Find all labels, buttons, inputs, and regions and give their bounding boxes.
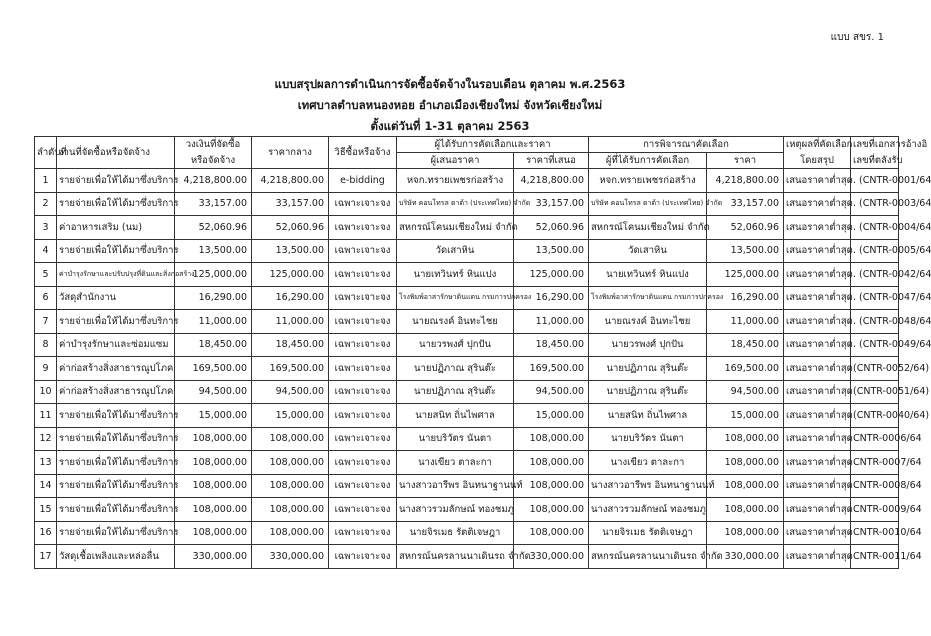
cell-bidder: นายวรพงศ์ ปุกปัน [397, 333, 514, 357]
cell-method: เฉพาะเจาะจง [329, 192, 397, 216]
cell-price: 15,000.00 [707, 404, 784, 428]
cell-seq: 16 [35, 521, 57, 545]
cell-seq: 8 [35, 333, 57, 357]
cell-median: 15,000.00 [252, 404, 329, 428]
procurement-table [34, 136, 931, 569]
cell-price: 108,000.00 [707, 521, 784, 545]
cell-bidder: นายณรงค์ อินทะไชย [397, 310, 514, 334]
cell-seq: 17 [35, 545, 57, 569]
cell-median: 108,000.00 [252, 451, 329, 475]
cell-price: 108,000.00 [707, 427, 784, 451]
table-row [35, 216, 899, 240]
cell-budget: 169,500.00 [175, 357, 252, 381]
cell-reason: เสนอราคาต่ำสุด [784, 545, 851, 569]
cell-price: 18,450.00 [707, 333, 784, 357]
header-bidder: ผู้เสนอราคา [397, 153, 514, 169]
header-item: งานที่จัดซื้อหรือจัดจ้าง [57, 137, 175, 169]
cell-ref: . (CNTR-0049/64 [851, 333, 899, 357]
table-row [35, 286, 899, 310]
table-row [35, 451, 899, 475]
cell-ref: . (CNTR-0004/64 [851, 216, 899, 240]
cell-median: 125,000.00 [252, 263, 329, 287]
header-selected-group: การพิจารณาคัดเลือก [589, 137, 784, 153]
cell-median: 11,000.00 [252, 310, 329, 334]
table-row [35, 545, 899, 569]
cell-item: ค่าบำรุงรักษาและปรับปรุงที่ดินและสิ่งก่อสร้าง [57, 263, 175, 287]
cell-price: 169,500.00 [707, 357, 784, 381]
cell-budget: 4,218,800.00 [175, 169, 252, 193]
cell-budget: 94,500.00 [175, 380, 252, 404]
cell-ref: CNTR-0010/64 [851, 521, 899, 545]
cell-seq: 4 [35, 239, 57, 263]
cell-method: เฉพาะเจาะจง [329, 451, 397, 475]
table-row [35, 169, 899, 193]
cell-bid-price: 4,218,800.00 [514, 169, 589, 193]
header-bid-price: ราคาที่เสนอ [514, 153, 589, 169]
cell-bidder: นายบริวัตร นันตา [397, 427, 514, 451]
table-row [35, 498, 899, 522]
cell-seq: 15 [35, 498, 57, 522]
cell-bidder: นางสาวอารีพร อินทนาฐานนท์ [397, 474, 514, 498]
cell-reason: เสนอราคาต่ำสุด [784, 239, 851, 263]
table-row [35, 263, 899, 287]
procurement-table-container [34, 136, 931, 569]
cell-bidder: วัดเสาหิน [397, 239, 514, 263]
header-reason-line2: โดยสรุป [784, 153, 851, 169]
cell-bidder: นายเทวินทร์ หินแปง [397, 263, 514, 287]
cell-ref: CNTR-0007/64 [851, 451, 899, 475]
cell-winner: นายสนิท ถิ่นไพศาล [589, 404, 707, 428]
cell-reason: เสนอราคาต่ำสุด [784, 427, 851, 451]
cell-winner: สหกรณ์โคนมเชียงใหม่ จำกัด [589, 216, 707, 240]
cell-budget: 15,000.00 [175, 404, 252, 428]
header-median: ราคากลาง [252, 137, 329, 169]
cell-reason: เสนอราคาต่ำสุด [784, 192, 851, 216]
cell-bid-price: 13,500.00 [514, 239, 589, 263]
cell-winner: สหกรณ์นครลานนาเดินรถ จำกัด [589, 545, 707, 569]
cell-winner: บริษัท คอนโทรล ดาต้า (ประเทศไทย) จำกัด [589, 192, 707, 216]
cell-median: 108,000.00 [252, 498, 329, 522]
cell-budget: 108,000.00 [175, 427, 252, 451]
cell-seq: 6 [35, 286, 57, 310]
cell-item: รายจ่ายเพื่อให้ได้มาซึ่งบริการ [57, 169, 175, 193]
cell-item: รายจ่ายเพื่อให้ได้มาซึ่งบริการ [57, 404, 175, 428]
cell-median: 108,000.00 [252, 474, 329, 498]
cell-ref: CNTR-0011/64 [851, 545, 899, 569]
cell-winner: นายเทวินทร์ หินแปง [589, 263, 707, 287]
cell-seq: 11 [35, 404, 57, 428]
cell-item: รายจ่ายเพื่อให้ได้มาซึ่งบริการ [57, 521, 175, 545]
cell-median: 33,157.00 [252, 192, 329, 216]
cell-winner: นางสาวรวมลักษณ์ ทองชมภู [589, 498, 707, 522]
cell-winner: หจก.ทรายเพชรก่อสร้าง [589, 169, 707, 193]
header-ref-line2: เลขที่ตลังรับ [851, 153, 899, 169]
cell-seq: 7 [35, 310, 57, 334]
cell-price: 33,157.00 [707, 192, 784, 216]
cell-bid-price: 108,000.00 [514, 498, 589, 522]
cell-bidder: นายปฏิภาณ สุรินต๊ะ [397, 357, 514, 381]
cell-median: 4,218,800.00 [252, 169, 329, 193]
cell-price: 94,500.00 [707, 380, 784, 404]
cell-reason: เสนอราคาต่ำสุด [784, 404, 851, 428]
title-line-3: ตั้งแต่วันที่ 1-31 ตุลาคม 2563 [370, 119, 530, 133]
table-row [35, 474, 899, 498]
cell-reason: เสนอราคาต่ำสุด [784, 474, 851, 498]
cell-bidder: บริษัท คอนโทรล ดาต้า (ประเทศไทย) จำกัด [397, 192, 514, 216]
cell-budget: 52,060.96 [175, 216, 252, 240]
cell-winner: โรงพิมพ์อาสารักษาดินแดน กรมการปกครอง [589, 286, 707, 310]
cell-bid-price: 330,000.00 [514, 545, 589, 569]
title-line-1: แบบสรุปผลการดำเนินการจัดซื้อจัดจ้างในรอบเดือน ตุลาคม พ.ศ.2563 [274, 77, 626, 91]
cell-price: 125,000.00 [707, 263, 784, 287]
cell-reason: เสนอราคาต่ำสุด [784, 216, 851, 240]
cell-budget: 108,000.00 [175, 521, 252, 545]
header-price: ราคา [707, 153, 784, 169]
cell-seq: 9 [35, 357, 57, 381]
table-row [35, 380, 899, 404]
header-winner: ผู้ที่ได้รับการคัดเลือก [589, 153, 707, 169]
cell-ref: . (CNTR-0048/64 [851, 310, 899, 334]
cell-seq: 10 [35, 380, 57, 404]
cell-reason: เสนอราคาต่ำสุด [784, 310, 851, 334]
cell-price: 52,060.96 [707, 216, 784, 240]
header-bidders-group: ผู้ได้รับการคัดเลือกและราคา [397, 137, 589, 153]
header-ref-line1: เลขที่เอกสารอ้างอิ [851, 137, 899, 153]
cell-method: เฉพาะเจาะจง [329, 427, 397, 451]
cell-bidder: นายปฏิภาณ สุรินต๊ะ [397, 380, 514, 404]
cell-winner: นายวรพงศ์ ปุกปัน [589, 333, 707, 357]
cell-median: 169,500.00 [252, 357, 329, 381]
cell-price: 4,218,800.00 [707, 169, 784, 193]
table-row [35, 427, 899, 451]
cell-ref: . (CNTR-0042/64 [851, 263, 899, 287]
cell-item: รายจ่ายเพื่อให้ได้มาซึ่งบริการ [57, 310, 175, 334]
cell-budget: 33,157.00 [175, 192, 252, 216]
header-method: วิธีซื้อหรือจ้าง [329, 137, 397, 169]
cell-ref: (CNTR-0051/64) [851, 380, 899, 404]
cell-ref: . (CNTR-0003/64 [851, 192, 899, 216]
cell-median: 18,450.00 [252, 333, 329, 357]
header-budget-line1: วงเงินที่จัดซื้อ [175, 137, 252, 153]
cell-method: เฉพาะเจาะจง [329, 286, 397, 310]
cell-method: เฉพาะเจาะจง [329, 404, 397, 428]
cell-method: เฉพาะเจาะจง [329, 474, 397, 498]
header-budget-line2: หรือจัดจ้าง [175, 153, 252, 169]
table-row [35, 333, 899, 357]
cell-ref: . (CNTR-0005/64 [851, 239, 899, 263]
cell-bidder: นางสาวรวมลักษณ์ ทองชมภู [397, 498, 514, 522]
cell-median: 52,060.96 [252, 216, 329, 240]
cell-winner: นายจิรเมธ รัตติเจษฎา [589, 521, 707, 545]
table-row [35, 357, 899, 381]
cell-bid-price: 108,000.00 [514, 474, 589, 498]
cell-ref: CNTR-0009/64 [851, 498, 899, 522]
cell-reason: เสนอราคาต่ำสุด [784, 498, 851, 522]
cell-bidder: สหกรณ์นครลานนาเดินรถ จำกัด [397, 545, 514, 569]
cell-bid-price: 52,060.96 [514, 216, 589, 240]
cell-item: วัสดุสำนักงาน [57, 286, 175, 310]
cell-budget: 16,290.00 [175, 286, 252, 310]
cell-bid-price: 15,000.00 [514, 404, 589, 428]
cell-method: เฉพาะเจาะจง [329, 263, 397, 287]
cell-price: 108,000.00 [707, 498, 784, 522]
cell-bid-price: 33,157.00 [514, 192, 589, 216]
cell-reason: เสนอราคาต่ำสุด [784, 357, 851, 381]
cell-bidder: สหกรณ์โคนมเชียงใหม่ จำกัด [397, 216, 514, 240]
cell-item: รายจ่ายเพื่อให้ได้มาซึ่งบริการ [57, 239, 175, 263]
cell-price: 108,000.00 [707, 474, 784, 498]
cell-seq: 2 [35, 192, 57, 216]
cell-seq: 14 [35, 474, 57, 498]
cell-reason: เสนอราคาต่ำสุด [784, 286, 851, 310]
cell-ref: (CNTR-0040/64) [851, 404, 899, 428]
cell-bid-price: 125,000.00 [514, 263, 589, 287]
cell-bid-price: 108,000.00 [514, 451, 589, 475]
cell-reason: เสนอราคาต่ำสุด [784, 263, 851, 287]
cell-bidder: นายจิรเมธ รัตติเจษฎา [397, 521, 514, 545]
cell-item: วัสดุเชื้อเพลิงและหล่อลื่น [57, 545, 175, 569]
cell-price: 108,000.00 [707, 451, 784, 475]
cell-winner: นายณรงค์ อินทะไชย [589, 310, 707, 334]
cell-budget: 108,000.00 [175, 498, 252, 522]
cell-median: 108,000.00 [252, 427, 329, 451]
cell-bid-price: 169,500.00 [514, 357, 589, 381]
cell-bidder: นางเขียว ตาละกา [397, 451, 514, 475]
cell-item: ค่าบำรุงรักษาและซ่อมแซม [57, 333, 175, 357]
cell-bidder: โรงพิมพ์อาสารักษาดินแดน กรมการปกครอง [397, 286, 514, 310]
cell-price: 330,000.00 [707, 545, 784, 569]
cell-seq: 1 [35, 169, 57, 193]
cell-bid-price: 18,450.00 [514, 333, 589, 357]
cell-item: รายจ่ายเพื่อให้ได้มาซึ่งบริการ [57, 192, 175, 216]
cell-bid-price: 94,500.00 [514, 380, 589, 404]
cell-budget: 108,000.00 [175, 474, 252, 498]
cell-method: เฉพาะเจาะจง [329, 498, 397, 522]
cell-item: ค่าก่อสร้างสิ่งสาธารณูปโภค [57, 380, 175, 404]
cell-bidder: หจก.ทรายเพชรก่อสร้าง [397, 169, 514, 193]
cell-reason: เสนอราคาต่ำสุด [784, 521, 851, 545]
cell-budget: 125,000.00 [175, 263, 252, 287]
cell-item: รายจ่ายเพื่อให้ได้มาซึ่งบริการ [57, 451, 175, 475]
cell-budget: 11,000.00 [175, 310, 252, 334]
cell-method: เฉพาะเจาะจง [329, 333, 397, 357]
cell-item: รายจ่ายเพื่อให้ได้มาซึ่งบริการ [57, 498, 175, 522]
cell-reason: เสนอราคาต่ำสุด [784, 380, 851, 404]
header-reason-line1: เหตุผลที่คัดเลือก [784, 137, 851, 153]
cell-bid-price: 16,290.00 [514, 286, 589, 310]
cell-ref: CNTR-0008/64 [851, 474, 899, 498]
cell-method: เฉพาะเจาะจง [329, 310, 397, 334]
cell-item: รายจ่ายเพื่อให้ได้มาซึ่งบริการ [57, 427, 175, 451]
cell-ref: CNTR-0006/64 [851, 427, 899, 451]
cell-ref: . (CNTR-0001/64 [851, 169, 899, 193]
cell-winner: นางสาวอารีพร อินทนาฐานนท์ [589, 474, 707, 498]
cell-winner: นายปฏิภาณ สุรินต๊ะ [589, 380, 707, 404]
cell-item: ค่าอาหารเสริม (นม) [57, 216, 175, 240]
cell-median: 16,290.00 [252, 286, 329, 310]
cell-budget: 13,500.00 [175, 239, 252, 263]
table-row [35, 310, 899, 334]
cell-price: 13,500.00 [707, 239, 784, 263]
cell-bidder: นายสนิท ถิ่นไพศาล [397, 404, 514, 428]
document-title-block [0, 74, 900, 137]
cell-item: รายจ่ายเพื่อให้ได้มาซึ่งบริการ [57, 474, 175, 498]
cell-budget: 108,000.00 [175, 451, 252, 475]
cell-bid-price: 108,000.00 [514, 427, 589, 451]
cell-median: 13,500.00 [252, 239, 329, 263]
table-row [35, 521, 899, 545]
table-row [35, 192, 899, 216]
cell-winner: นายบริวัตร นันตา [589, 427, 707, 451]
cell-seq: 5 [35, 263, 57, 287]
cell-method: เฉพาะเจาะจง [329, 521, 397, 545]
cell-seq: 12 [35, 427, 57, 451]
table-row [35, 404, 899, 428]
cell-method: เฉพาะเจาะจง [329, 239, 397, 263]
cell-ref: (CNTR-0052/64) [851, 357, 899, 381]
cell-method: เฉพาะเจาะจง [329, 216, 397, 240]
form-code: แบบ สขร. 1 [830, 32, 884, 43]
cell-seq: 13 [35, 451, 57, 475]
table-header [35, 137, 928, 169]
cell-method: เฉพาะเจาะจง [329, 380, 397, 404]
table-body [35, 169, 931, 569]
cell-reason: เสนอราคาต่ำสุด [784, 451, 851, 475]
cell-median: 330,000.00 [252, 545, 329, 569]
cell-budget: 330,000.00 [175, 545, 252, 569]
cell-median: 108,000.00 [252, 521, 329, 545]
cell-winner: นางเขียว ตาละกา [589, 451, 707, 475]
cell-price: 11,000.00 [707, 310, 784, 334]
cell-price: 16,290.00 [707, 286, 784, 310]
cell-median: 94,500.00 [252, 380, 329, 404]
table-row [35, 239, 899, 263]
cell-reason: เสนอราคาต่ำสุด [784, 333, 851, 357]
cell-winner: นายปฏิภาณ สุรินต๊ะ [589, 357, 707, 381]
cell-method: เฉพาะเจาะจง [329, 545, 397, 569]
cell-winner: วัดเสาหิน [589, 239, 707, 263]
cell-method: เฉพาะเจาะจง [329, 357, 397, 381]
cell-bid-price: 108,000.00 [514, 521, 589, 545]
cell-bid-price: 11,000.00 [514, 310, 589, 334]
header-seq: ลำดับที่ [35, 137, 57, 169]
cell-budget: 18,450.00 [175, 333, 252, 357]
cell-reason: เสนอราคาต่ำสุด [784, 169, 851, 193]
cell-ref: . (CNTR-0047/64 [851, 286, 899, 310]
cell-method: e-bidding [329, 169, 397, 193]
cell-item: ค่าก่อสร้างสิ่งสาธารณูปโภค [57, 357, 175, 381]
cell-seq: 3 [35, 216, 57, 240]
title-line-2: เทศบาลตำบลหนองหอย อำเภอเมืองเชียงใหม่ จังหวัดเชียงใหม่ [297, 98, 603, 112]
